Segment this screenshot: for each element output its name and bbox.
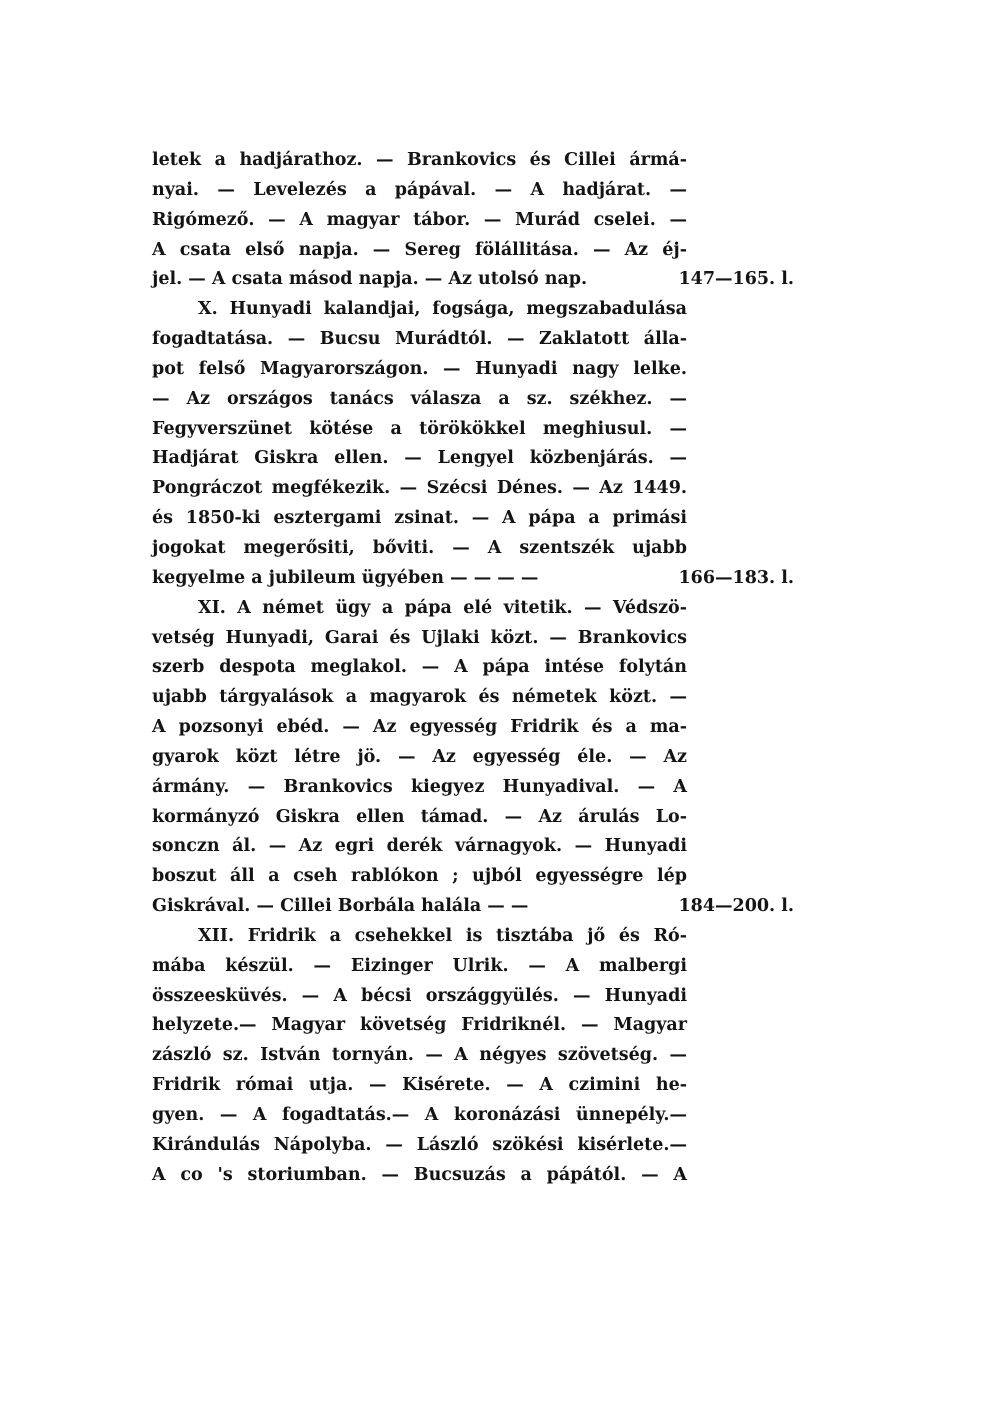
line-text: X. Hunyadi kalandjai, fogsága, megszabadulása xyxy=(198,299,687,320)
line-text: helyzete.— Magyar követség Fridriknél. — Magyar xyxy=(152,1015,687,1036)
text-line xyxy=(152,892,802,922)
line-text: pot felső Magyarországon. — Hunyadi nagy lelke. xyxy=(152,358,687,379)
chapter-heading-line xyxy=(152,594,802,624)
line-text: jogokat megerősiti, bőviti. — A szentszék ujabb xyxy=(152,537,687,558)
text-line xyxy=(152,1161,802,1191)
line-text: nyai. — Levelezés a pápával. — A hadjárat. — xyxy=(152,179,687,200)
text-line xyxy=(152,265,802,295)
line-text: kormányzó Giskra ellen támad. — Az árulás Lo- xyxy=(152,806,687,827)
page-reference: 147—165. l. xyxy=(678,269,794,290)
line-text: Kirándulás Nápolyba. — László szökési kisérlete.— xyxy=(152,1134,687,1155)
text-line xyxy=(152,952,802,982)
text-line xyxy=(152,862,802,892)
line-text: A pozsonyi ebéd. — Az egyesség Fridrik és a ma- xyxy=(152,717,687,738)
text-line xyxy=(152,1041,802,1071)
text-line xyxy=(152,1071,802,1101)
line-text: XI. A német ügy a pápa elé vitetik. — Védszö- xyxy=(198,597,687,618)
line-text: A co 's storiumban. — Bucsuzás a pápától. — A xyxy=(152,1164,687,1185)
line-text: Fegyverszünet kötése a törökökkel meghiusul. — xyxy=(152,418,687,439)
line-text: Pongráczot megfékezik. — Szécsi Dénes. — Az 1449. xyxy=(152,478,687,499)
text-line xyxy=(152,832,802,862)
text-line xyxy=(152,982,802,1012)
text-line xyxy=(152,206,802,236)
chapter-heading-line xyxy=(152,922,802,952)
line-text: gyarok közt létre jö. — Az egyesség éle. — Az xyxy=(152,746,687,767)
line-text: gyen. — A fogadtatás.— A koronázási ünnepély.— xyxy=(152,1105,687,1125)
line-text: fogadtatása. — Bucsu Murádtól. — Zaklatott álla- xyxy=(152,329,687,350)
text-line xyxy=(152,176,802,206)
text-line xyxy=(152,773,802,803)
line-text: jel. — A csata másod napja. — Az utolsó nap. xyxy=(152,269,588,290)
text-line xyxy=(152,743,802,773)
text-line xyxy=(152,624,802,654)
line-text: ármány. — Brankovics kiegyez Hunyadival. — A xyxy=(152,776,687,797)
table-of-contents-text xyxy=(152,146,802,1191)
text-line xyxy=(152,385,802,415)
line-text: és 1850-ki esztergami zsinat. — A pápa a primási xyxy=(152,508,687,529)
line-text: Rigómező. — A magyar tábor. — Murád cselei. — xyxy=(152,209,687,230)
line-text: letek a hadjárathoz. — Brankovics és Cillei ármá- xyxy=(152,150,687,170)
line-text: kegyelme a jubileum ügyében — — — — xyxy=(152,567,539,588)
text-line xyxy=(152,683,802,713)
line-text: Giskrával. — Cillei Borbála halála — — xyxy=(152,896,529,917)
line-text: összeesküvés. — A bécsi országgyülés. — Hunyadi xyxy=(152,985,687,1006)
line-text: Fridrik római utja. — Kisérete. — A czimini he- xyxy=(152,1075,687,1096)
line-text: XII. Fridrik a csehekkel is tisztába jő és Ró- xyxy=(198,925,687,946)
line-text: vetség Hunyadi, Garai és Ujlaki közt. — Brankovics xyxy=(152,627,687,648)
line-text: ujabb tárgyalások a magyarok és németek közt. — xyxy=(152,687,687,708)
text-line xyxy=(152,355,802,385)
line-text: — Az országos tanács válasza a sz. székhez. — xyxy=(152,388,687,409)
text-line xyxy=(152,504,802,534)
text-line xyxy=(152,713,802,743)
text-line xyxy=(152,1011,802,1041)
text-line xyxy=(152,564,802,594)
line-text: A csata első napja. — Sereg fölállitása. — Az éj- xyxy=(152,239,687,260)
text-line xyxy=(152,803,802,833)
text-line xyxy=(152,444,802,474)
line-text: mába készül. — Eizinger Ulrik. — A malbergi xyxy=(152,955,687,976)
text-line xyxy=(152,325,802,355)
line-text: szerb despota meglakol. — A pápa intése folytán xyxy=(152,657,687,678)
text-line xyxy=(152,474,802,504)
text-line xyxy=(152,653,802,683)
line-text: sonczn ál. — Az egri derék várnagyok. — Hunyadi xyxy=(152,836,687,857)
text-line xyxy=(152,1131,802,1161)
text-line xyxy=(152,1101,802,1131)
text-line xyxy=(152,534,802,564)
line-text: Hadjárat Giskra ellen. — Lengyel közbenjárás. — xyxy=(152,448,687,469)
page-reference: 184—200. l. xyxy=(678,896,794,917)
page-reference: 166—183. l. xyxy=(678,567,794,588)
line-text: zászló sz. István tornyán. — A négyes szövetség. — xyxy=(152,1045,687,1066)
text-line xyxy=(152,415,802,445)
chapter-heading-line xyxy=(152,295,802,325)
text-line xyxy=(152,146,802,176)
line-text: boszut áll a cseh rablókon ; ujból egyességre lép xyxy=(152,866,687,887)
text-line xyxy=(152,236,802,266)
